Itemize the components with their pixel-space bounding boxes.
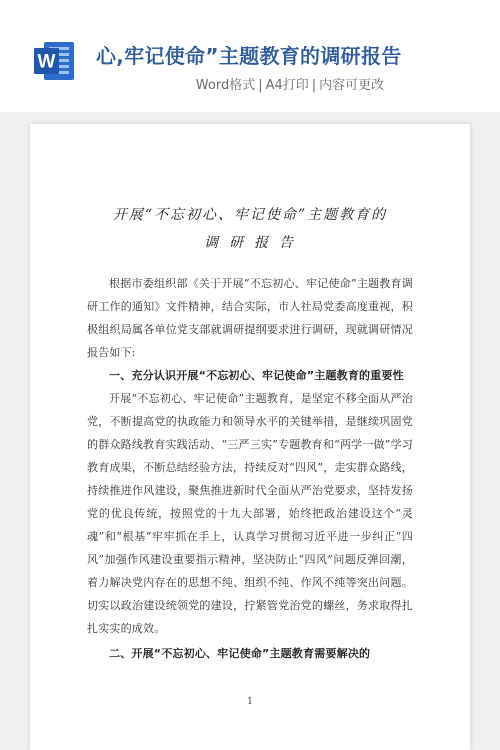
word-icon-letter: W — [37, 51, 56, 73]
preview-header — [0, 0, 500, 112]
document-title-line-1: 开展“不忘初心、牢记使命”主题教育的 — [112, 207, 388, 223]
word-document-icon — [32, 40, 76, 82]
print-size-label: A4打印 — [265, 78, 309, 93]
section-heading-1: 一、充分认识开展“不忘初心、牢记使命”主题教育的重要性 — [109, 369, 404, 382]
intro-paragraph: 根据市委组织部《关于开展“不忘初心、牢记使命”主题教育调研工作的通知》文件精神，结合实际，市人社局党委高度重视，积极组织局属各单位党支部就调研提纲要求进行调研，现就调研情况报告如下: — [87, 277, 413, 359]
section-1-paragraph: 开展“不忘初心、牢记使命”主题教育，是坚定不移全面从严治党，不断提高党的执政能力和领导水平的关键举措，是继续巩固党的群众路线教育实践活动、“三严三实”专题教育和“两学一做”学习教育成果，不断总结经验方法，持续反对“四风”，走实群众路线，持续推进作风建设，聚焦推进新时代全面从严治党要求，坚持发扬党的优良传统，按照党的十九大部署，始终把政治建设这个“灵魂”和“根基”牢牢抓在手上，认真学习贯彻习近平进一步纠正“四风”加强作风建设重要指示精神，坚决防止“四风”问题反弹回潮，着力解决党内存在的思想不纯、组织不纯、作风不纯等突出问题。切实以政治建设统领党的建设，拧紧管党治党的螺丝，务求取得扎扎实实的成效。 — [87, 392, 413, 635]
document-info — [130, 77, 450, 95]
document-content — [87, 272, 413, 665]
separator: | — [258, 78, 263, 93]
page-title: 心,牢记使命”主题教育的调研报告 — [96, 44, 402, 68]
editable-label: 内容可更改 — [319, 78, 385, 93]
section-heading-2: 二、开展“不忘初心、牢记使命”主题教育需要解决的 — [109, 647, 371, 660]
document-title — [85, 201, 415, 257]
page-number: 1 — [247, 697, 253, 707]
separator: | — [311, 78, 317, 93]
document-title-line-2: 调研报告 — [204, 235, 304, 251]
document-page — [30, 124, 470, 750]
format-label: Word格式 — [195, 78, 256, 93]
